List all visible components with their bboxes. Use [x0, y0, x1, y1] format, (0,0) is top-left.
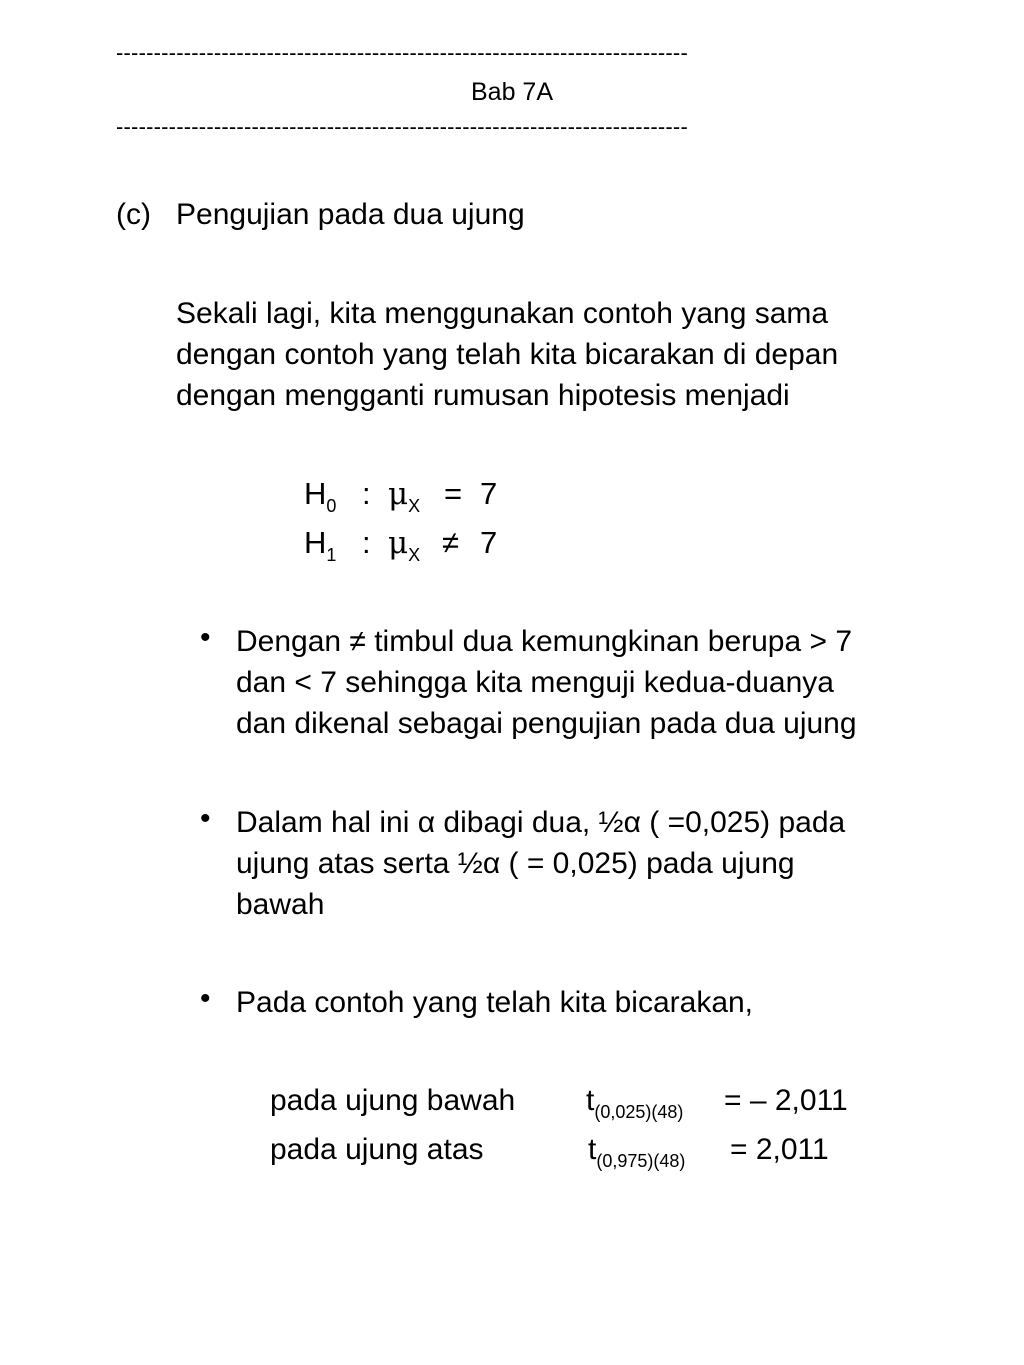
hypothesis-relation: ≠ [442, 525, 460, 560]
hypothesis-parameter [388, 525, 421, 565]
intro-line: dengan mengganti rumusan hipotesis menjadi [176, 379, 790, 412]
hypothesis-colon: : [362, 476, 371, 511]
bullet-item-not-equal [236, 621, 976, 744]
critical-value-lower-label: pada ujung bawah [270, 1084, 516, 1117]
bullet-line: Dalam hal ini α dibagi dua, ½α ( =0,025) pada [236, 806, 846, 839]
bullet-marker: • [200, 982, 211, 1015]
parameter-subscript: X [408, 496, 421, 516]
critical-value-lower-stat [586, 1080, 683, 1125]
hypothesis-parameter [388, 476, 421, 516]
critical-value-upper-label: pada ujung atas [270, 1133, 484, 1166]
section-title: Pengujian pada dua ujung [176, 198, 525, 231]
bullet-item-example [236, 982, 976, 1023]
mu-symbol: μ [388, 476, 409, 512]
header-rule-top: ---------------------------------------------------------------------------- [116, 40, 688, 65]
critical-value-lower-value: = – 2,011 [724, 1084, 848, 1117]
section-label: (c) [116, 198, 151, 231]
t-subscript: (0,975)(48) [596, 1151, 686, 1171]
bullet-line: bawah [236, 888, 325, 921]
bullet-line: Dengan ≠ timbul dua kemungkinan berupa > 7 [236, 625, 853, 658]
header-rule-bottom: ---------------------------------------------------------------------------- [116, 114, 688, 139]
intro-line: dengan contoh yang telah kita bicarakan di depan [176, 338, 839, 371]
intro-line: Sekali lagi, kita menggunakan contoh yang sama [176, 297, 829, 330]
hypothesis-value: 7 [480, 476, 498, 511]
parameter-subscript: X [408, 545, 421, 565]
chapter-title: Bab 7A [470, 78, 553, 106]
bullet-item-alpha [236, 802, 976, 925]
mu-symbol: μ [388, 525, 409, 561]
hypothesis-value: 7 [480, 525, 498, 560]
critical-value-upper-value: = 2,011 [730, 1133, 829, 1166]
bullet-line: dan dikenal sebagai pengujian pada dua ujung [236, 707, 857, 740]
hypothesis-relation: = [444, 476, 463, 511]
bullet-marker: • [200, 621, 211, 654]
hypothesis-name: H [304, 525, 327, 560]
hypothesis-subscript: 0 [326, 496, 337, 516]
bullet-line: Pada contoh yang telah kita bicarakan, [236, 986, 754, 1019]
bullet-line: ujung atas serta ½α ( = 0,025) pada ujung [236, 847, 795, 880]
bullet-marker: • [200, 802, 211, 835]
t-symbol: t [588, 1133, 597, 1166]
hypothesis-colon: : [362, 525, 371, 560]
hypothesis-null [304, 476, 337, 516]
hypothesis-name: H [304, 476, 327, 511]
hypothesis-subscript: 1 [326, 545, 337, 565]
t-subscript: (0,025)(48) [594, 1102, 684, 1122]
critical-value-upper-stat [588, 1129, 685, 1174]
intro-paragraph [176, 293, 838, 416]
t-symbol: t [586, 1084, 595, 1117]
hypothesis-alternative [304, 525, 337, 565]
bullet-line: dan < 7 sehingga kita menguji kedua-duanya [236, 666, 834, 699]
